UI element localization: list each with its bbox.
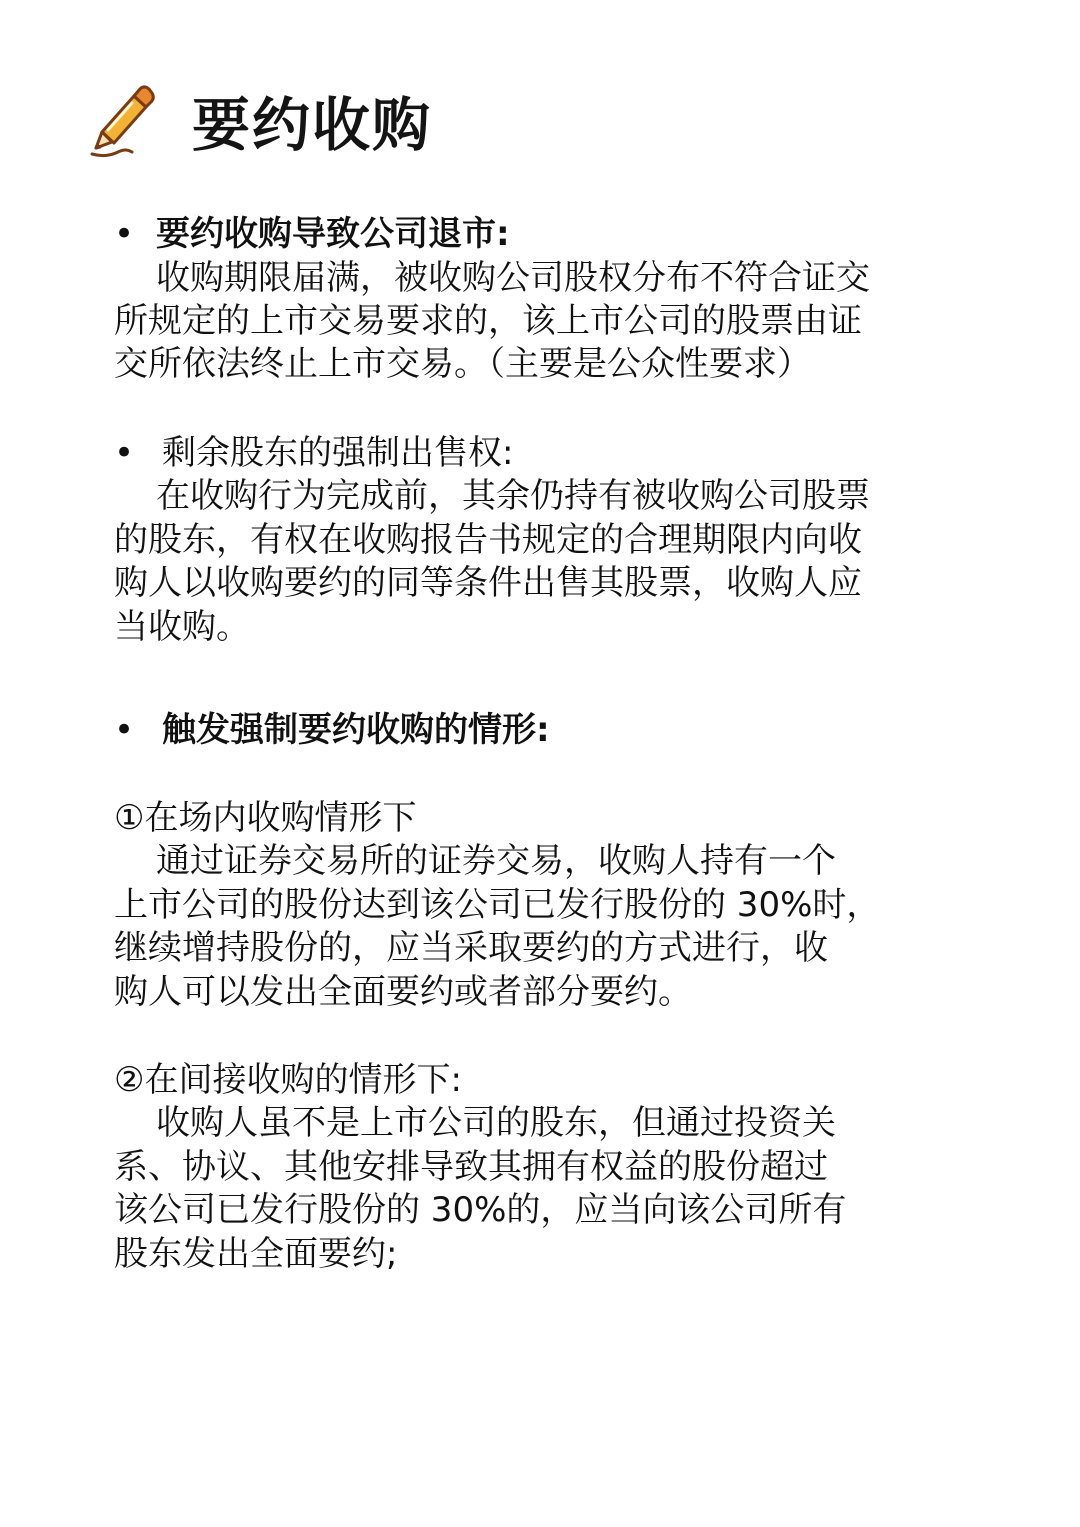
paragraph-line: 收购期限届满，被收购公司股权分布不符合证交	[156, 258, 870, 298]
pen-icon	[88, 80, 158, 160]
paragraph-line: 系、协议、其他安排导致其拥有权益的股份超过	[114, 1147, 828, 1187]
page-header	[88, 70, 432, 170]
paragraph-line: 当收购。	[114, 607, 250, 647]
paragraph-line: 收购人虽不是上市公司的股东，但通过投资关	[156, 1103, 836, 1143]
section-heading-sell-right: 剩余股东的强制出售权:	[162, 433, 514, 473]
paragraph-line: 所规定的上市交易要求的，该上市公司的股票由证	[114, 301, 862, 341]
bullet-marker: •	[114, 433, 135, 473]
bullet-marker: •	[114, 214, 135, 254]
paragraph-line: 购人可以发出全面要约或者部分要约。	[114, 972, 692, 1012]
paragraph-line: 购人以收购要约的同等条件出售其股票，收购人应	[114, 563, 862, 603]
case-heading-indirect: ②在间接收购的情形下:	[114, 1060, 462, 1100]
bullet-marker: •	[114, 710, 135, 750]
case-heading-on-market: ①在场内收购情形下	[114, 798, 417, 838]
paragraph-line: 股东发出全面要约;	[114, 1234, 398, 1274]
paragraph-line: 上市公司的股份达到该公司已发行股份的 30%时，	[114, 885, 881, 925]
paragraph-line: 通过证券交易所的证券交易，收购人持有一个	[156, 841, 836, 881]
paragraph-line: 在收购行为完成前，其余仍持有被收购公司股票	[156, 476, 870, 516]
paragraph-line: 该公司已发行股份的 30%的，应当向该公司所有	[114, 1190, 847, 1230]
page-title: 要约收购	[192, 91, 433, 159]
section-heading-delisting: 要约收购导致公司退市:	[156, 214, 510, 254]
paragraph-line: 交所依法终止上市交易。（主要是公众性要求）	[114, 344, 811, 384]
paragraph-line: 继续增持股份的，应当采取要约的方式进行，收	[114, 928, 828, 968]
section-heading-triggers: 触发强制要约收购的情形:	[162, 710, 550, 750]
paragraph-line: 的股东，有权在收购报告书规定的合理期限内向收	[114, 520, 862, 560]
